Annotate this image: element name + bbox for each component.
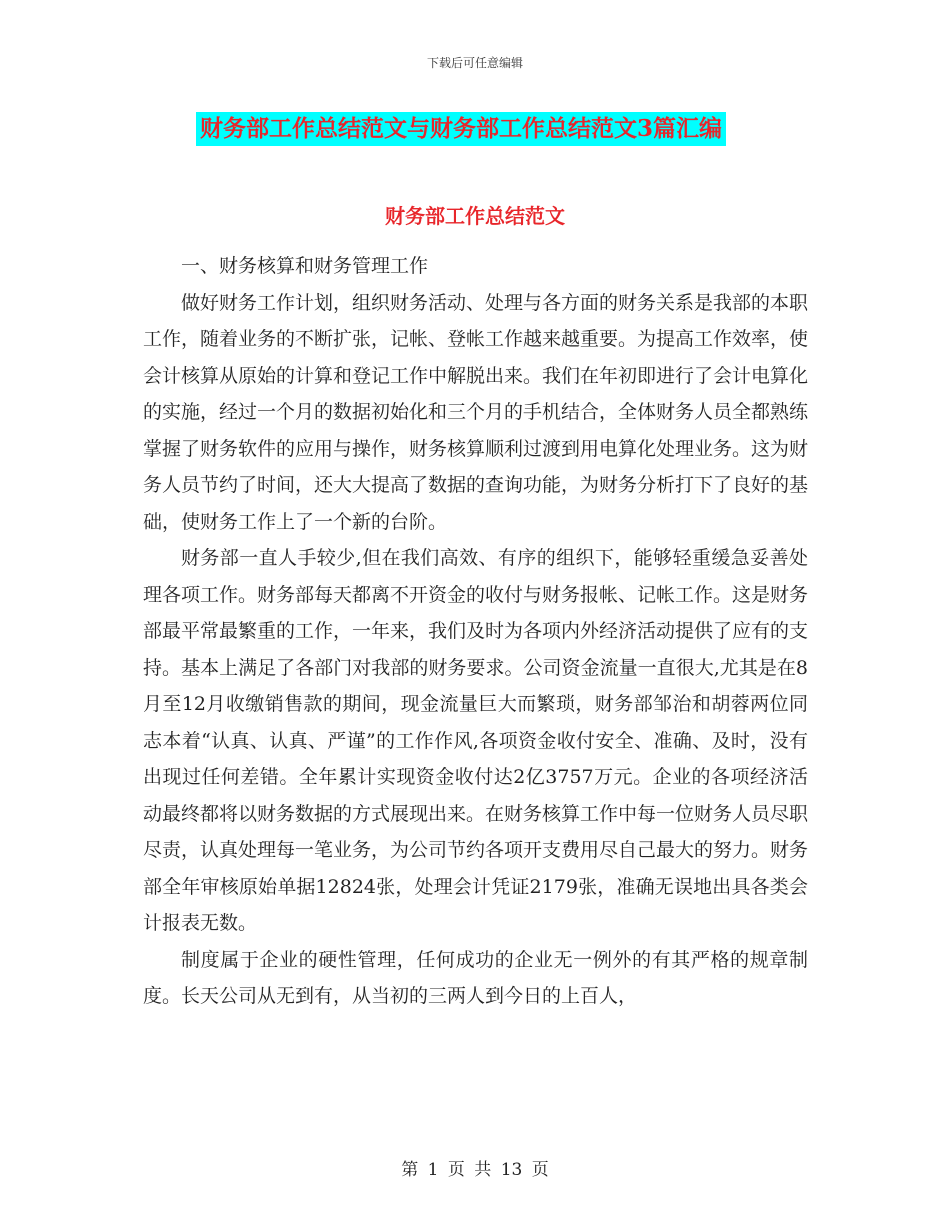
body-paragraph: 制度属于企业的硬性管理，任何成功的企业无一例外的有其严格的规章制度。长天公司从无到有，从当初的三两人到今日的上百人，: [143, 948, 808, 1007]
document-body: [143, 248, 808, 1015]
page-number-footer: 第 1 页 共 13 页: [401, 1160, 549, 1180]
section-heading: 一、财务核算和财务管理工作: [181, 255, 429, 277]
body-paragraph: 财务部一直人手较少,但在我们高效、有序的组织下，能够轻重缓急妥善处理各项工作。财务部每天都离不开资金的收付与财务报帐、记帐工作。这是财务部最平常最繁重的工作，一年来，我们及时为各项内外经济活动提供了应有的支持。基本上满足了各部门对我部的财务要求。公司资金流量一直很大,尤其是在8月至12月收缴销售款的期间，现金流量巨大而繁琐，财务部邹治和胡蓉两位同志本着“认真、认真、严谨”的工作作风,各项资金收付安全、准确、及时，没有出现过任何差错。全年累计实现资金收付达2亿3757万元。企业的各项经济活动最终都将以财务数据的方式展现出来。在财务核算工作中每一位财务人员尽职尽责，认真处理每一笔业务，为公司节约各项开支费用尽自己最大的努力。财务部全年审核原始单据12824张，处理会计凭证2179张，准确无误地出具各类会计报表无数。: [143, 547, 809, 934]
header-note: 下载后可任意编辑: [426, 56, 523, 70]
document-subtitle: 财务部工作总结范文: [385, 204, 565, 228]
body-paragraph: 做好财务工作计划，组织财务活动、处理与各方面的财务关系是我部的本职工作，随着业务的不断扩张，记帐、登帐工作越来越重要。为提高工作效率，使会计核算从原始的计算和登记工作中解脱出来。我们在年初即进行了会计电算化的实施，经过一个月的数据初始化和三个月的手机结合，全体财务人员全都熟练掌握了财务软件的应用与操作，财务核算顺利过渡到用电算化处理业务。这为财务人员节约了时间，还大大提高了数据的查询功能，为财务分析打下了良好的基础，使财务工作上了一个新的台阶。: [143, 291, 809, 533]
document-title: 财务部工作总结范文与财务部工作总结范文3篇汇编: [196, 112, 726, 146]
